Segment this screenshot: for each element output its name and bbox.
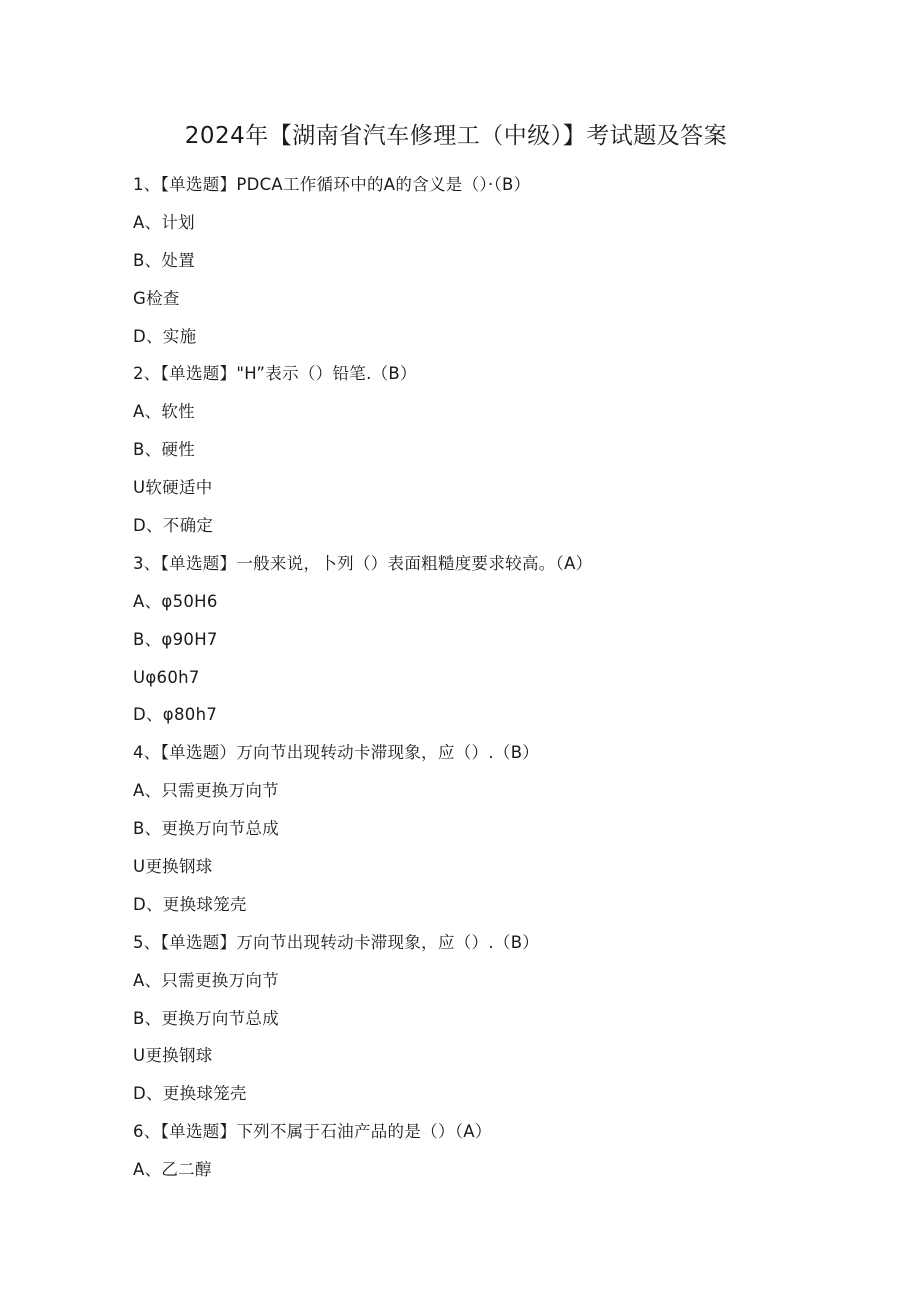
question-1-option-b: B、处置: [133, 250, 196, 270]
question-2-option-b: B、硬性: [133, 440, 196, 460]
question-4-option-d: D、更换球笼壳: [133, 894, 247, 914]
question-2-stem: 2、【单选题】"H”表示（）铅笔.（B）: [133, 364, 417, 384]
question-3-option-c: Uφ60h7: [133, 667, 200, 687]
question-4-option-c: U更换钢球: [133, 857, 213, 877]
question-4-stem: 4、【单选题）万向节出现转动卡滞现象，应（）.（B）: [133, 743, 540, 763]
question-5-stem: 5、【单选题】万向节出现转动卡滞现象，应（）.（B）: [133, 932, 540, 952]
question-1-option-a: A、计划: [133, 212, 195, 232]
question-3-option-b: B、φ90H7: [133, 629, 218, 649]
question-2-option-a: A、软性: [133, 402, 195, 422]
question-6-option-a: A、乙二醇: [133, 1160, 212, 1180]
document-title: 2024年【湖南省汽车修理工（中级）】考试题及答案: [184, 123, 728, 149]
question-2-option-d: D、不确定: [133, 516, 214, 536]
question-1-option-d: D、实施: [133, 326, 197, 346]
question-5-option-c: U更换钢球: [133, 1046, 213, 1066]
question-3-stem: 3、【单选题】一般来说，卜列（）表面粗糙度要求较高。（A）: [133, 553, 593, 573]
question-2-option-c: U软硬适中: [133, 478, 213, 498]
question-6-stem: 6、【单选题】下列不属于石油产品的是（）（A）: [133, 1122, 492, 1142]
question-4-option-a: A、只需更换万向节: [133, 781, 279, 801]
question-1-stem: 1、【单选题】PDCA工作循环中的A的含义是（）·（B）: [133, 175, 531, 194]
question-3-option-a: A、φ50H6: [133, 591, 218, 611]
question-5-option-d: D、更换球笼壳: [133, 1084, 247, 1104]
question-5-option-b: B、更换万向节总成: [133, 1008, 280, 1028]
question-1-option-c: G检查: [133, 288, 180, 308]
question-3-option-d: D、φ80h7: [133, 705, 218, 725]
question-list: [133, 170, 873, 1193]
question-5-option-a: A、只需更换万向节: [133, 970, 279, 990]
question-4-option-b: B、更换万向节总成: [133, 819, 280, 839]
